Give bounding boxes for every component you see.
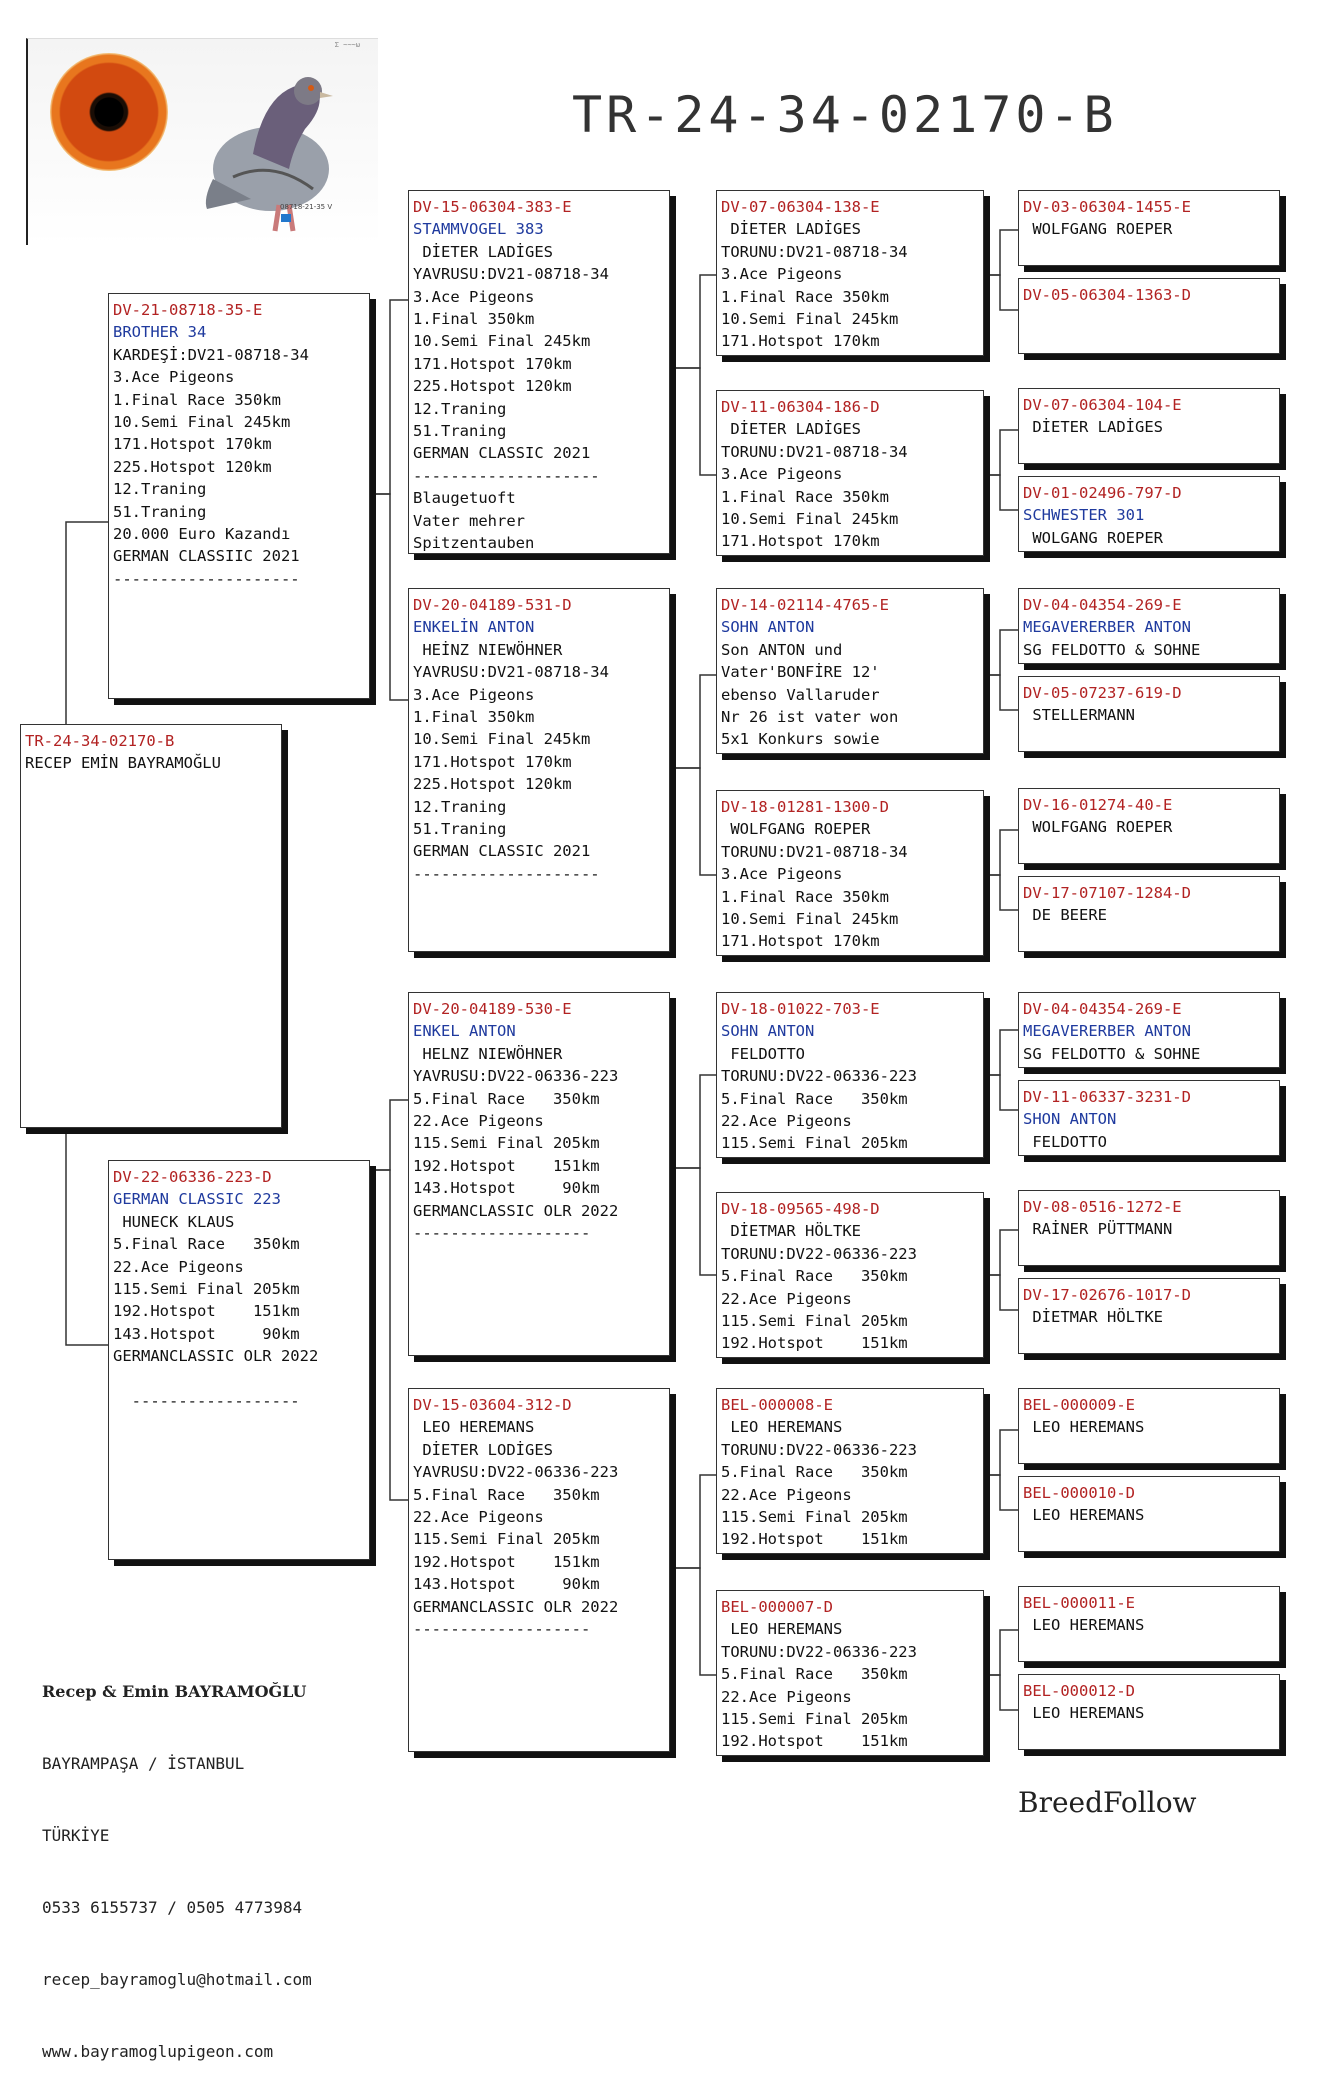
ring-number: DV-21-08718-35-E	[113, 301, 263, 319]
pedigree-card-dam-sire	[408, 992, 670, 1356]
pedigree-card-ddd	[716, 1590, 984, 1756]
card-text-line: 12.Traning	[413, 399, 507, 418]
card-text-line: 12.Traning	[113, 480, 207, 499]
pedigree-card-g13	[1018, 1388, 1280, 1464]
ring-number: DV-05-06304-1363-D	[1023, 286, 1191, 304]
card-text-line: 192.Hotspot 151km	[413, 1552, 600, 1571]
ring-number: BEL-000007-D	[721, 1598, 833, 1616]
card-text-line: LEO HEREMANS	[1023, 1506, 1145, 1525]
ring-number: DV-18-09565-498-D	[721, 1200, 880, 1218]
card-text-line: YAVRUSU:DV22-06336-223	[413, 1463, 619, 1482]
card-text-line: 5x1 Konkurs sowie	[721, 730, 880, 749]
card-text-line: DİETER LADİGES	[413, 242, 553, 261]
pedigree-card-g16	[1018, 1674, 1280, 1750]
pedigree-card-sss	[716, 190, 984, 356]
pedigree-card-sire	[108, 293, 370, 699]
card-text-line: Son ANTON und	[721, 640, 843, 659]
card-text-line: 22.Ace Pigeons	[721, 1485, 852, 1504]
card-text-line: 12.Traning	[413, 797, 507, 816]
card-text-line: YAVRUSU:DV21-08718-34	[413, 265, 609, 284]
pedigree-card-g8	[1018, 876, 1280, 952]
card-text-line: 225.Hotspot 120km	[413, 377, 572, 396]
owner-email[interactable]: recep_bayramoglu@hotmail.com	[42, 1970, 312, 1989]
card-text-line: -------------------	[413, 1620, 591, 1639]
card-text-line: RECEP EMİN BAYRAMOĞLU	[25, 754, 221, 773]
ring-number: DV-22-06336-223-D	[113, 1168, 272, 1186]
pedigree-card-g7	[1018, 788, 1280, 864]
card-text-line: WOLFGANG ROEPER	[1023, 818, 1173, 837]
pedigree-card-dds	[716, 1388, 984, 1554]
card-text-line: 171.Hotspot 170km	[413, 354, 572, 373]
card-text-line: 1.Final Race 350km	[721, 487, 889, 506]
card-text-line: SG FELDOTTO & SOHNE	[1023, 640, 1201, 659]
ring-number: DV-20-04189-530-E	[413, 1000, 572, 1018]
card-text-line: RAİNER PÜTTMANN	[1023, 1220, 1173, 1239]
ring-number: DV-04-04354-269-E	[1023, 1000, 1182, 1018]
owner-name: Recep & Emin BAYRAMOĞLU	[42, 1682, 307, 1701]
pedigree-card-g4	[1018, 476, 1280, 552]
card-text-line: 171.Hotspot 170km	[721, 932, 880, 951]
card-text-line: 5.Final Race 350km	[721, 1665, 908, 1684]
owner-address: BAYRAMPAŞA / İSTANBUL	[42, 1754, 245, 1773]
card-text-line: FELDOTTO	[721, 1044, 805, 1063]
card-text-line: LEO HEREMANS	[1023, 1616, 1145, 1635]
card-text-line: TORUNU:DV21-08718-34	[721, 442, 908, 461]
pigeon-name: GERMAN CLASSIC 223	[113, 1190, 281, 1209]
card-text-line: 192.Hotspot 151km	[413, 1156, 600, 1175]
ring-number: DV-14-02114-4765-E	[721, 596, 889, 614]
pedigree-card-g1	[1018, 190, 1280, 266]
card-text-line: 51.Traning	[413, 422, 507, 441]
pigeon-name: SCHWESTER 301	[1023, 506, 1145, 525]
pedigree-card-sire-sire	[408, 190, 670, 554]
ring-number: DV-18-01281-1300-D	[721, 798, 889, 816]
card-text-line: 3.Ace Pigeons	[721, 465, 843, 484]
card-text-line: TORUNU:DV22-06336-223	[721, 1067, 917, 1086]
card-text-line: --------------------	[113, 569, 300, 588]
card-text-line: Blaugetuoft	[413, 489, 516, 508]
card-text-line: 1.Final 350km	[413, 310, 535, 329]
card-text-line: 171.Hotspot 170km	[413, 752, 572, 771]
card-text-line: 115.Semi Final 205km	[721, 1312, 908, 1331]
pedigree-card-dss	[716, 992, 984, 1158]
pedigree-card-g5	[1018, 588, 1280, 664]
ring-number: DV-11-06304-186-D	[721, 398, 880, 416]
pigeon-name: MEGAVERERBER ANTON	[1023, 618, 1191, 637]
ring-number: DV-15-03604-312-D	[413, 1396, 572, 1414]
card-text-line: 10.Semi Final 245km	[413, 332, 591, 351]
card-text-line: 20.000 Euro Kazandı	[113, 525, 291, 544]
card-text-line: 22.Ace Pigeons	[113, 1257, 244, 1276]
card-text-line: GERMAN CLASSIIC 2021	[113, 547, 300, 566]
ring-number: DV-04-04354-269-E	[1023, 596, 1182, 614]
card-text-line: SG FELDOTTO & SOHNE	[1023, 1044, 1201, 1063]
card-text-line: ebenso Vallaruder	[721, 685, 880, 704]
pedigree-title: TR-24-34-02170-B	[572, 86, 1118, 144]
ring-number: DV-16-01274-40-E	[1023, 796, 1173, 814]
card-text-line: YAVRUSU:DV22-06336-223	[413, 1067, 619, 1086]
pedigree-card-ssd	[716, 390, 984, 556]
card-text-line: -------------------	[413, 1224, 591, 1243]
card-text-line: 143.Hotspot 90km	[413, 1179, 600, 1198]
ring-number: BEL-000011-E	[1023, 1594, 1135, 1612]
card-text-line: WOLFGANG ROEPER	[1023, 220, 1173, 239]
card-text-line: 143.Hotspot 90km	[413, 1575, 600, 1594]
card-text-line: TORUNU:DV22-06336-223	[721, 1244, 917, 1263]
card-text-line: DİETER LODİGES	[413, 1440, 553, 1459]
card-text-line: WOLGANG ROEPER	[1023, 528, 1163, 547]
pedigree-card-g2	[1018, 278, 1280, 354]
ring-number: DV-08-0516-1272-E	[1023, 1198, 1182, 1216]
pigeon-name: BROTHER 34	[113, 323, 207, 342]
pedigree-card-sds	[716, 588, 984, 754]
owner-phone: 0533 6155737 / 0505 4773984	[42, 1898, 303, 1917]
card-text-line: 115.Semi Final 205km	[721, 1710, 908, 1729]
card-text-line: 192.Hotspot 151km	[721, 1732, 908, 1751]
card-text-line: STELLERMANN	[1023, 706, 1135, 725]
pedigree-card-subject	[20, 724, 282, 1128]
card-text-line: 171.Hotspot 170km	[721, 332, 880, 351]
card-text-line: 143.Hotspot 90km	[113, 1324, 300, 1343]
photo-watermark: Σ ~~~ω	[334, 41, 360, 49]
owner-website[interactable]: www.bayramoglupigeon.com	[42, 2042, 274, 2061]
card-text-line: DİETER LADİGES	[721, 420, 861, 439]
pigeon-name: STAMMVOGEL 383	[413, 220, 544, 239]
ring-number: DV-17-07107-1284-D	[1023, 884, 1191, 902]
pedigree-card-g6	[1018, 676, 1280, 752]
card-text-line: 115.Semi Final 205km	[113, 1280, 300, 1299]
card-text-line: 10.Semi Final 245km	[721, 510, 899, 529]
card-text-line: 115.Semi Final 205km	[413, 1134, 600, 1153]
ring-number: DV-15-06304-383-E	[413, 198, 572, 216]
card-text-line: LEO HEREMANS	[721, 1418, 843, 1437]
card-text-line: 10.Semi Final 245km	[413, 730, 591, 749]
card-text-line: LEO HEREMANS	[413, 1418, 535, 1437]
card-text-line: LEO HEREMANS	[1023, 1704, 1145, 1723]
card-text-line: GERMAN CLASSIC 2021	[413, 842, 591, 861]
pedigree-card-sdd	[716, 790, 984, 956]
card-text-line: 1.Final Race 350km	[721, 287, 889, 306]
card-text-line: 225.Hotspot 120km	[113, 457, 272, 476]
card-text-line: 1.Final Race 350km	[721, 887, 889, 906]
card-text-line: 22.Ace Pigeons	[413, 1112, 544, 1131]
card-text-line: DİETER LADİGES	[1023, 418, 1163, 437]
card-text-line: 171.Hotspot 170km	[113, 435, 272, 454]
card-text-line: 115.Semi Final 205km	[413, 1530, 600, 1549]
card-text-line: HUNECK KLAUS	[113, 1212, 235, 1231]
card-text-line: TORUNU:DV22-06336-223	[721, 1642, 917, 1661]
card-text-line: 192.Hotspot 151km	[113, 1302, 300, 1321]
card-text-line: 3.Ace Pigeons	[413, 685, 535, 704]
ring-number: BEL-000009-E	[1023, 1396, 1135, 1414]
pedigree-card-g11	[1018, 1190, 1280, 1266]
card-text-line: 22.Ace Pigeons	[721, 1289, 852, 1308]
card-text-line: Spitzentauben	[413, 534, 535, 553]
pedigree-card-dam	[108, 1160, 370, 1560]
pedigree-card-sire-dam	[408, 588, 670, 952]
card-text-line: GERMANCLASSIC OLR 2022	[413, 1201, 619, 1220]
card-text-line: HEİNZ NIEWÖHNER	[413, 640, 563, 659]
photo-caption: 08718-21-35 V	[280, 203, 333, 211]
card-text-line: 3.Ace Pigeons	[721, 265, 843, 284]
card-text-line: YAVRUSU:DV21-08718-34	[413, 663, 609, 682]
pigeon-name: SOHN ANTON	[721, 1022, 815, 1041]
pigeon-name: SOHN ANTON	[721, 618, 815, 637]
pedigree-card-dam-dam	[408, 1388, 670, 1752]
card-text-line: HELNZ NIEWÖHNER	[413, 1044, 563, 1063]
ring-number: DV-05-07237-619-D	[1023, 684, 1182, 702]
card-text-line: TORUNU:DV21-08718-34	[721, 242, 908, 261]
card-text-line: 5.Final Race 350km	[113, 1235, 300, 1254]
card-text-line: Vater'BONFİRE 12'	[721, 663, 880, 682]
card-text-line: 51.Traning	[113, 502, 207, 521]
card-text-line: 3.Ace Pigeons	[721, 865, 843, 884]
card-text-line: FELDOTTO	[1023, 1132, 1107, 1151]
card-text-line: DİETMAR HÖLTKE	[721, 1222, 861, 1241]
ring-number: DV-01-02496-797-D	[1023, 484, 1182, 502]
card-text-line: --------------------	[413, 864, 600, 883]
card-text-line: 3.Ace Pigeons	[413, 287, 535, 306]
card-text-line: DE BEERE	[1023, 906, 1107, 925]
card-text-line: 5.Final Race 350km	[413, 1089, 600, 1108]
card-text-line: 192.Hotspot 151km	[721, 1530, 908, 1549]
card-text-line: DİETMAR HÖLTKE	[1023, 1308, 1163, 1327]
card-text-line: 10.Semi Final 245km	[113, 413, 291, 432]
pigeon-name: MEGAVERERBER ANTON	[1023, 1022, 1191, 1041]
pedigree-card-g14	[1018, 1476, 1280, 1552]
pedigree-card-g15	[1018, 1586, 1280, 1662]
brand-logo-text: BreedFollow	[1018, 1786, 1197, 1819]
ring-number: DV-07-06304-138-E	[721, 198, 880, 216]
card-text-line: 115.Semi Final 205km	[721, 1134, 908, 1153]
card-text-line: 22.Ace Pigeons	[721, 1687, 852, 1706]
card-text-line: Nr 26 ist vater won	[721, 708, 899, 727]
owner-country: TÜRKİYE	[42, 1826, 110, 1845]
card-text-line: 22.Ace Pigeons	[413, 1508, 544, 1527]
ring-number: BEL-000008-E	[721, 1396, 833, 1414]
card-text-line: DİETER LADİGES	[721, 220, 861, 239]
ring-number: DV-07-06304-104-E	[1023, 396, 1182, 414]
card-text-line: 22.Ace Pigeons	[721, 1112, 852, 1131]
ring-number: DV-11-06337-3231-D	[1023, 1088, 1191, 1106]
card-text-line: 5.Final Race 350km	[721, 1267, 908, 1286]
card-text-line: TORUNU:DV21-08718-34	[721, 842, 908, 861]
card-text-line: LEO HEREMANS	[721, 1620, 843, 1639]
pedigree-card-g9	[1018, 992, 1280, 1068]
card-text-line: 1.Final 350km	[413, 708, 535, 727]
ring-number: DV-20-04189-531-D	[413, 596, 572, 614]
ring-number: BEL-000012-D	[1023, 1682, 1135, 1700]
card-text-line	[113, 1368, 365, 1390]
card-text-line: TORUNU:DV22-06336-223	[721, 1440, 917, 1459]
card-text-line: 192.Hotspot 151km	[721, 1334, 908, 1353]
card-text-line: --------------------	[413, 466, 600, 485]
pedigree-card-g12	[1018, 1278, 1280, 1354]
pigeon-name: ENKELİN ANTON	[413, 618, 535, 637]
ring-number: DV-18-01022-703-E	[721, 1000, 880, 1018]
ring-number: BEL-000010-D	[1023, 1484, 1135, 1502]
owner-contact	[42, 1632, 312, 2088]
card-text-line: ------------------	[113, 1392, 300, 1411]
pedigree-card-g10	[1018, 1080, 1280, 1156]
card-text-line: GERMANCLASSIC OLR 2022	[413, 1597, 619, 1616]
card-text-line: 51.Traning	[413, 820, 507, 839]
ring-number: DV-17-02676-1017-D	[1023, 1286, 1191, 1304]
card-text-line: KARDEŞİ:DV21-08718-34	[113, 345, 309, 364]
card-text-line: WOLFGANG ROEPER	[721, 820, 871, 839]
ring-number: DV-03-06304-1455-E	[1023, 198, 1191, 216]
card-text-line: GERMAN CLASSIC 2021	[413, 444, 591, 463]
card-text-line: 115.Semi Final 205km	[721, 1508, 908, 1527]
card-text-line: 225.Hotspot 120km	[413, 775, 572, 794]
pedigree-card-g3	[1018, 388, 1280, 464]
card-text-line: 1.Final Race 350km	[113, 390, 281, 409]
card-text-line: 10.Semi Final 245km	[721, 310, 899, 329]
card-text-line: 5.Final Race 350km	[721, 1089, 908, 1108]
pedigree-card-dsd	[716, 1192, 984, 1358]
card-text-line: 171.Hotspot 170km	[721, 532, 880, 551]
card-text-line: 5.Final Race 350km	[413, 1485, 600, 1504]
card-text-line: 10.Semi Final 245km	[721, 910, 899, 929]
card-text-line: LEO HEREMANS	[1023, 1418, 1145, 1437]
card-text-line: GERMANCLASSIC OLR 2022	[113, 1347, 319, 1366]
pigeon-name: ENKEL ANTON	[413, 1022, 516, 1041]
ring-number: TR-24-34-02170-B	[25, 732, 175, 750]
card-text-line: Vater mehrer	[413, 511, 525, 530]
card-text-line: 3.Ace Pigeons	[113, 368, 235, 387]
card-text-line: 5.Final Race 350km	[721, 1463, 908, 1482]
pigeon-name: SHON ANTON	[1023, 1110, 1117, 1129]
